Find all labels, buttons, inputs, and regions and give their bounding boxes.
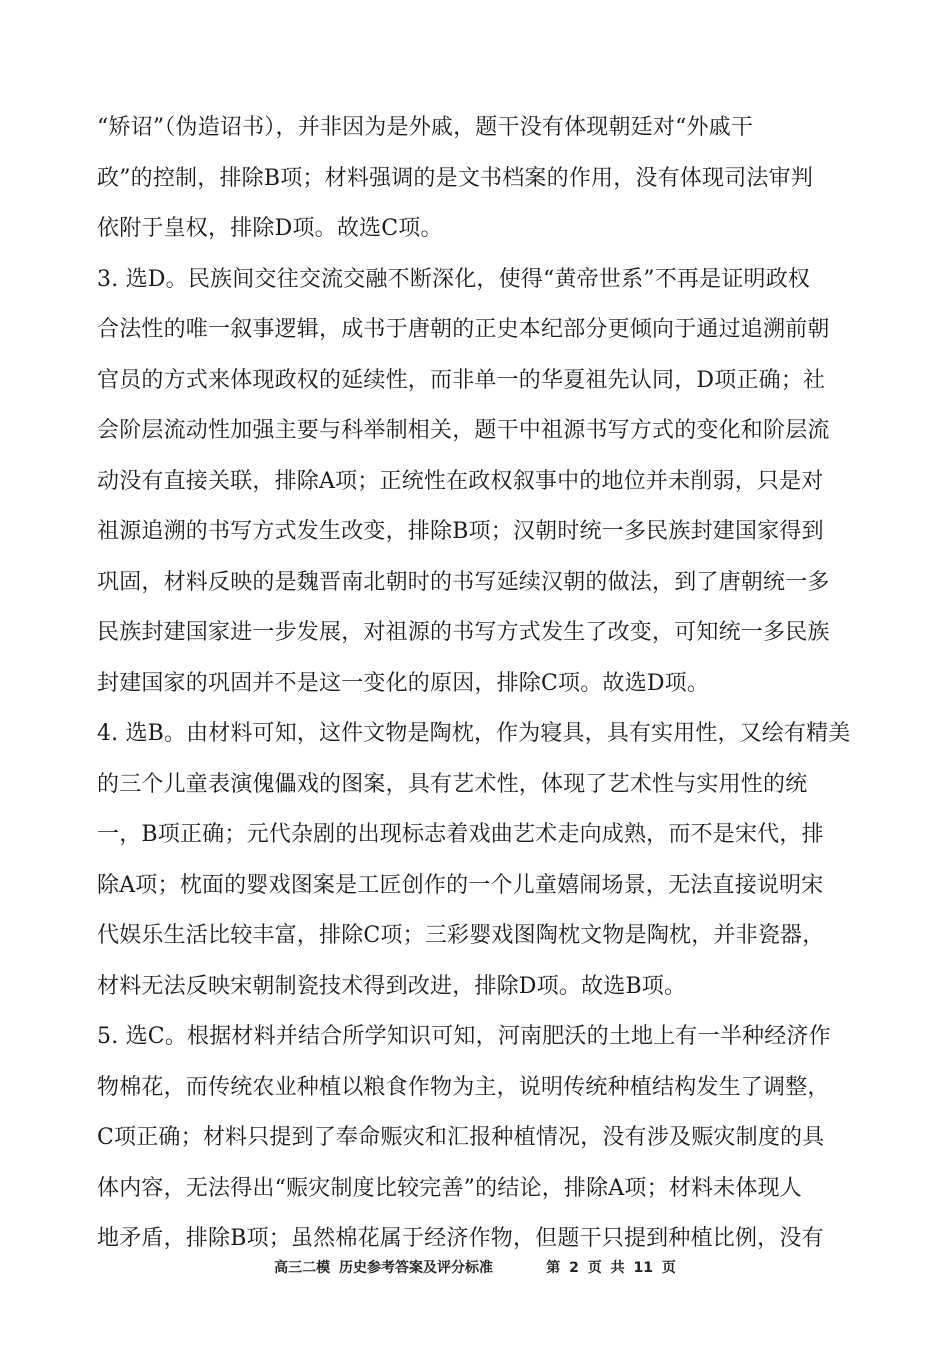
text-line: 合法性的唯一叙事逻辑，成书于唐朝的正史本纪部分更倾向于通过追溯前朝 — [97, 317, 830, 342]
text-line: 政”的控制，排除B项；材料强调的是文书档案的作用，没有体现司法审判 — [97, 166, 814, 191]
text-line: 除A项；枕面的婴戏图案是工匠创作的一个儿童嬉闹场景，无法直接说明宋 — [97, 873, 824, 898]
question-3-start: 3. 选D。民族间交往交流交融不断深化，使得“黄帝世系”不再是证明政权 — [97, 267, 811, 292]
text-line: 材料无法反映宋朝制瓷技术得到改进，排除D项。故选B项。 — [97, 974, 687, 999]
text-line: 会阶层流动性加强主要与科举制相关，题干中祖源书写方式的变化和阶层流 — [97, 418, 830, 443]
text-line: 一，B项正确；元代杂剧的出现标志着戏曲艺术走向成熟，而不是宋代，排 — [97, 822, 824, 847]
text-line: 动没有直接关联，排除A项；正统性在政权叙事中的地位并未削弱，只是对 — [97, 469, 824, 494]
text-line: 巩固，材料反映的是魏晋南北朝时的书写延续汉朝的做法，到了唐朝统一多 — [97, 570, 830, 595]
text-line: “矫诏”（伪造诏书），并非因为是外戚，题干没有体现朝廷对“外戚干 — [97, 115, 754, 140]
footer-page-number: 第 2 页 共 11 页 — [546, 1260, 676, 1276]
text-line: 依附于皇权，排除D项。故选C项。 — [97, 216, 443, 241]
text-line: 地矛盾，排除B项；虽然棉花属于经济作物，但题干只提到种植比例，没有 — [97, 1226, 824, 1251]
question-5-start: 5. 选C。根据材料并结合所学知识可知，河南肥沃的土地上有一半种经济作 — [97, 1024, 831, 1049]
footer-document-title: 高三二模 历史参考答案及评分标准 — [274, 1260, 494, 1276]
text-line: 代娱乐生活比较丰富，排除C项；三彩婴戏图陶枕文物是陶枕，并非瓷器， — [97, 923, 825, 948]
question-4-start: 4. 选B。由材料可知，这件文物是陶枕，作为寝具，具有实用性，又绘有精美 — [97, 721, 851, 746]
text-line: C项正确；材料只提到了奉命赈灾和汇报种植情况，没有涉及赈灾制度的具 — [97, 1125, 825, 1150]
text-line: 物棉花，而传统农业种植以粮食作物为主，说明传统种植结构发生了调整， — [97, 1075, 830, 1100]
page-footer — [0, 1258, 950, 1278]
text-line: 祖源追溯的书写方式发生改变，排除B项；汉朝时统一多民族封建国家得到 — [97, 519, 824, 544]
text-line: 民族封建国家进一步发展，对祖源的书写方式发生了改变，可知统一多民族 — [97, 620, 830, 645]
text-line: 的三个儿童表演傀儡戏的图案，具有艺术性，体现了艺术性与实用性的统 — [97, 772, 808, 797]
text-line: 官员的方式来体现政权的延续性，而非单一的华夏祖先认同，D项正确；社 — [97, 368, 826, 393]
text-line: 体内容，无法得出“赈灾制度比较完善”的结论，排除A项；材料未体现人 — [97, 1176, 802, 1201]
text-line: 封建国家的巩固并不是这一变化的原因，排除C项。故选D项。 — [97, 671, 710, 696]
